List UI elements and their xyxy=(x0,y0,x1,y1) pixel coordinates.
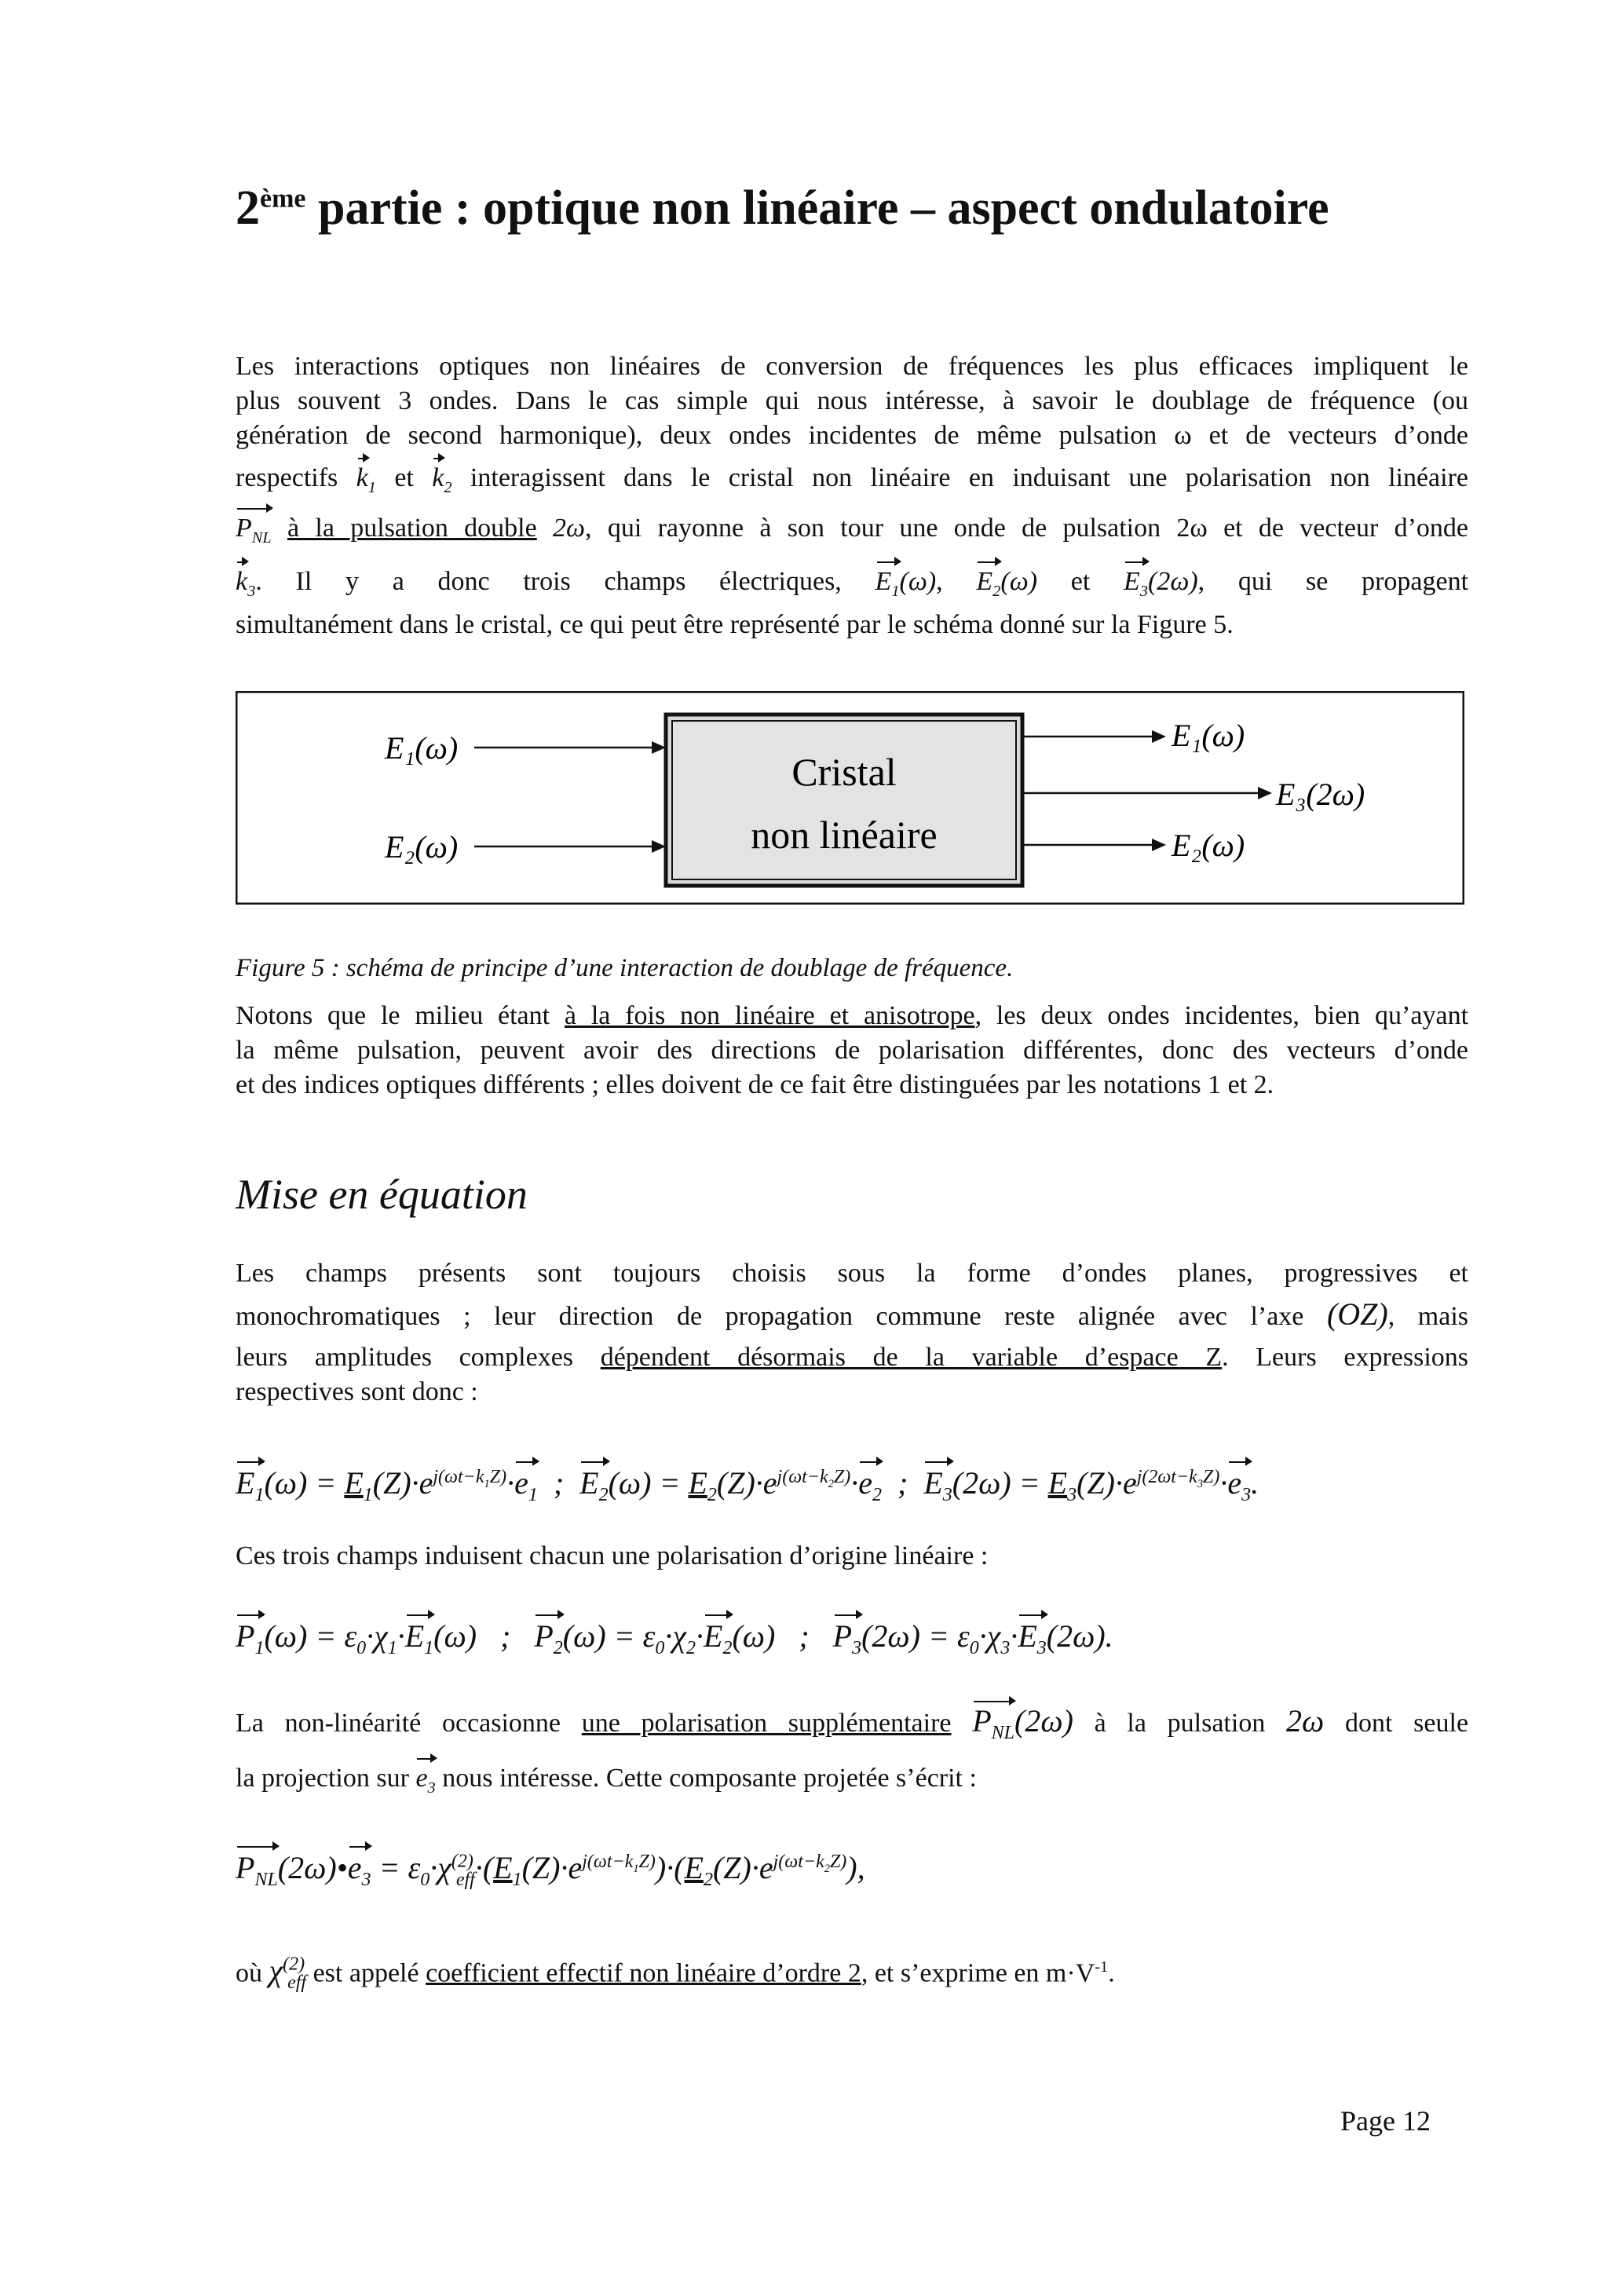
output-label-3: E₂(ω) xyxy=(1172,828,1245,863)
text-line: Les champs présents sont toujours choisis sous la forme d’ondes planes, progressives et xyxy=(236,1259,1468,1288)
input-label-1: E₁(ω) xyxy=(385,730,459,766)
page-title: 2ème partie : optique non linéaire – aspect ondulatoire xyxy=(236,181,1329,235)
text-line: où $\chi^{(2)}_{eff}$ est appelé coefficient effectif non linéaire d’ordre 2, et s’exprime en $m\cdot V^{-1}$. xyxy=(236,1953,1115,1994)
nonlinear-polarisation-equation: $P_{NL}(2\omega)•e_3 = \varepsilon_0\cdot\chi^{(2)}_{eff}\cdot(E_1(Z)\cdot e^{j(\omega t-k_1Z)})\cdot(E_2(Z)\cdot e^{j(\omega t-k_2Z)})$, xyxy=(236,1850,865,1890)
text-line: $P_{NL}$ à la pulsation double 2ω, qui rayonne à son tour une onde de pulsation 2ω et de vecteur d’onde xyxy=(236,511,1468,555)
ou-line xyxy=(236,1947,1468,2000)
linear-polarisation-equations: $P_1(\omega) = \varepsilon_0\cdot\chi_1\cdot E_1(\omega)$ ; $P_2(\omega) = \varepsilon_0\cdot\chi_2\cdot E_2(\omega)$ ; $P_3(2\omega) = \varepsilon_0\cdot\chi_3\cdot E_3(2\omega)$. xyxy=(236,1618,1113,1658)
nonlin-paragraph xyxy=(236,1704,1468,1805)
output-label-2: E₃(2ω) xyxy=(1276,777,1365,812)
section-heading: Mise en équation xyxy=(236,1171,528,1218)
crystal-label-2: non linéaire xyxy=(751,813,938,857)
text-line: respectives sont donc : xyxy=(236,1377,478,1406)
intro-paragraph xyxy=(236,349,1468,642)
text-line: respectifs $k_1$ et $k_2$ interagissent dans le cristal non linéaire en induisant une polarisation non linéaire xyxy=(236,461,1468,505)
text-line: plus souvent 3 ondes. Dans le cas simple qui nous intéresse, à savoir le doublage de fréquence (ou xyxy=(236,386,1468,415)
notons-paragraph xyxy=(236,999,1468,1102)
text-line: Notons que le milieu étant à la fois non linéaire et anisotrope, les deux ondes incidentes, bien qu’ayant xyxy=(236,1001,1469,1030)
text-line: la projection sur $e_3$ nous intéresse. Cette composante projetée s’écrit : xyxy=(236,1761,1468,1805)
text-line: La non-linéarité occasionne une polarisation supplémentaire $P_{NL}(2\omega)$ à la pulsation 2ω dont seule xyxy=(236,1704,1468,1750)
text-line: monochromatiques ; leur direction de propagation commune reste alignée avec l’axe (OZ), mais xyxy=(236,1296,1469,1332)
page-number: Page 12 xyxy=(1340,2105,1431,2137)
frequency-doubling-diagram xyxy=(236,691,1464,905)
field-equations: $E_1(\omega) = E_1(Z)\cdot e^{j(\omega t-k_1Z)}\cdot e_1$ ; $E_2(\omega) = E_2(Z)\cdot e^{j(\omega t-k_2Z)}\cdot e_2$ ; $E_3(2\omega) = E_3(Z)\cdot e^{j(2\omega t-k_3Z)}\cdot e_3$. xyxy=(236,1465,1259,1505)
output-label-1: E₁(ω) xyxy=(1172,718,1245,753)
figure-caption: Figure 5 : schéma de principe d’une interaction de doublage de fréquence. xyxy=(236,954,1014,982)
crystal-label-1: Cristal xyxy=(791,750,897,794)
input-label-2: E₂(ω) xyxy=(385,829,459,865)
text-line: et des indices optiques différents ; elles doivent de ce fait être distinguées par les notations 1 et 2. xyxy=(236,1070,1274,1099)
text-line: Les interactions optiques non linéaires de conversion de fréquences les plus efficaces impliquent le xyxy=(236,352,1468,381)
text-line: simultanément dans le cristal, ce qui peut être représenté par le schéma donné sur la Figure 5. xyxy=(236,610,1234,640)
text-line: génération de second harmonique), deux ondes incidentes de même pulsation ω et de vecteurs d’onde xyxy=(236,421,1468,450)
text-line: la même pulsation, peuvent avoir des directions de polarisation différentes, donc des vecteurs d’onde xyxy=(236,1036,1468,1065)
text-line: Ces trois champs induisent chacun une polarisation d’origine linéaire : xyxy=(236,1541,989,1570)
text-line: $k_3$. Il y a donc trois champs électriques, $E_1(\omega)$, $E_2(\omega)$ et $E_3(2\omega)$, qui se propagent xyxy=(236,565,1468,609)
text-line: leurs amplitudes complexes dépendent désormais de la variable d’espace Z. Leurs expressions xyxy=(236,1343,1469,1372)
champs-paragraph xyxy=(236,1256,1468,1409)
ces-line xyxy=(236,1539,1468,1574)
